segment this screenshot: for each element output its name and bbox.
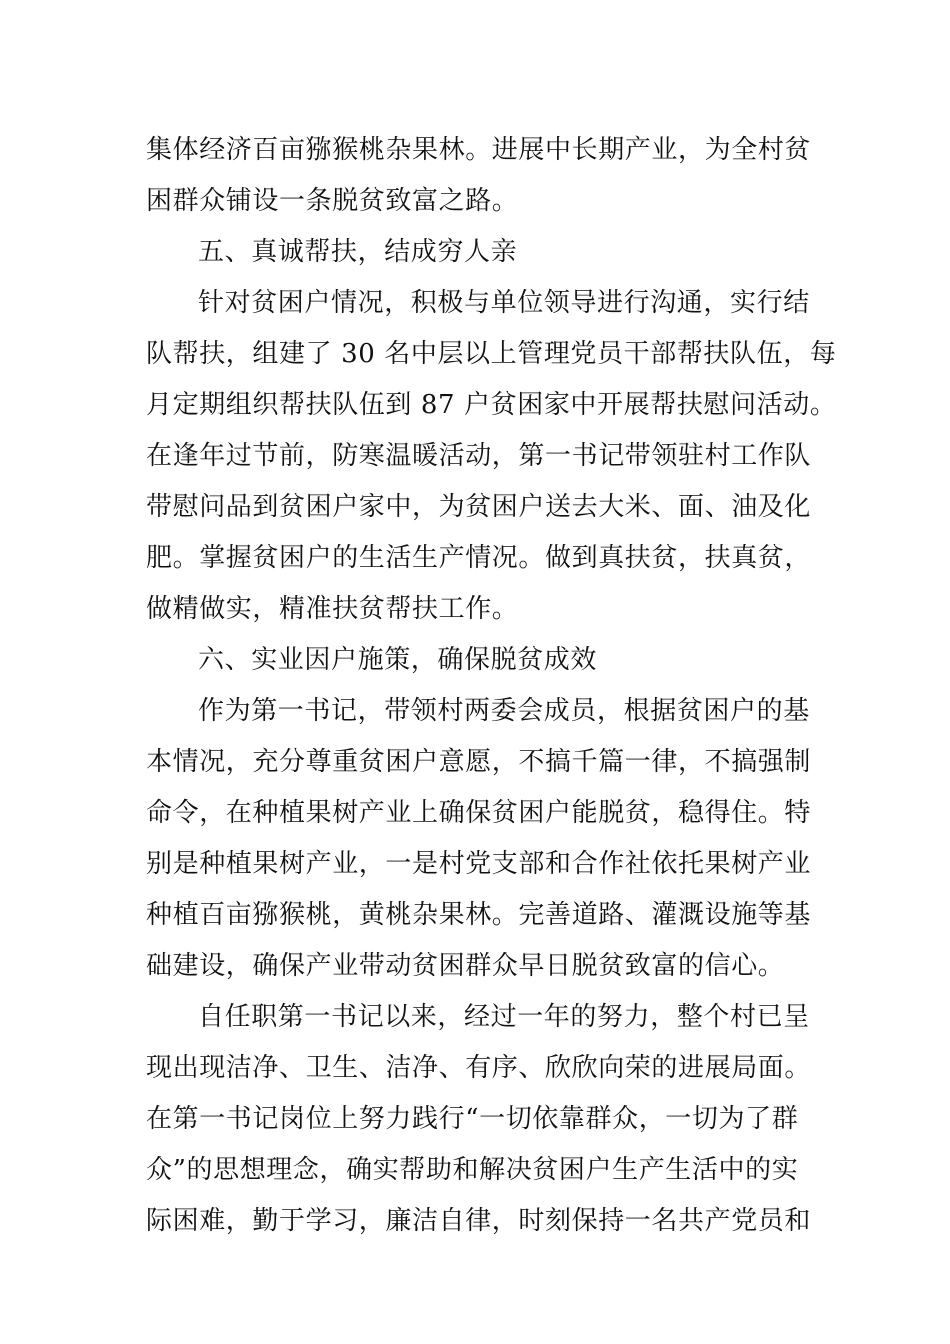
paragraph-line: 做精做实，精准扶贫帮扶工作。 (146, 594, 519, 624)
paragraph-line: 际困难，勤于学习，廉洁自律，时刻保持一名共产党员和 (146, 1206, 812, 1236)
paragraph-line: 集体经济百亩猕猴桃杂果林。进展中长期产业，为全村贫 (146, 135, 812, 165)
paragraph-line: 困群众铺设一条脱贫致富之路。 (146, 186, 519, 216)
paragraph-first-line: 五、真诚帮扶，结成穷人亲 (198, 237, 518, 267)
paragraph-line: 现出现洁净、卫生、洁净、有序、欣欣向荣的进展局面。 (146, 1053, 812, 1083)
paragraph-line: 带慰问品到贫困户家中，为贫困户送去大米、面、油及化 (146, 492, 812, 522)
paragraph-line: 在逢年过节前，防寒温暖活动，第一书记带领驻村工作队 (146, 441, 812, 471)
paragraph-line: 础建设，确保产业带动贫困群众早日脱贫致富的信心。 (146, 951, 785, 981)
paragraph-line: 肥。掌握贫困户的生活生产情况。做到真扶贫，扶真贫， (146, 543, 812, 573)
paragraph-line: 队帮扶，组建了 30 名中层以上管理党员干部帮扶队伍，每 (146, 339, 837, 369)
paragraph-line: 别是种植果树产业，一是村党支部和合作社依托果树产业 (146, 849, 812, 879)
paragraph-line: 命令，在种植果树产业上确保贫困户能脱贫，稳得住。特 (146, 798, 812, 828)
paragraph-line: 在第一书记岗位上努力践行“一切依靠群众，一切为了群 (146, 1104, 799, 1134)
paragraph-line: 众”的思想理念，确实帮助和解决贫困户生产生活中的实 (146, 1155, 799, 1185)
paragraph-first-line: 作为第一书记，带领村两委会成员，根据贫困户的基 (198, 696, 810, 726)
paragraph-first-line: 自任职第一书记以来，经过一年的努力，整个村已呈 (198, 1002, 810, 1032)
paragraph-first-line: 针对贫困户情况，积极与单位领导进行沟通，实行结 (198, 288, 810, 318)
paragraph-line: 月定期组织帮扶队伍到 87 户贫困家中开展帮扶慰问活动。 (146, 390, 837, 420)
paragraph-line: 种植百亩猕猴桃，黄桃杂果林。完善道路、灌溉设施等基 (146, 900, 812, 930)
paragraph-first-line: 六、实业因户施策，确保脱贫成效 (198, 645, 598, 675)
paragraph-line: 本情况，充分尊重贫困户意愿，不搞千篇一律，不搞强制 (146, 747, 812, 777)
